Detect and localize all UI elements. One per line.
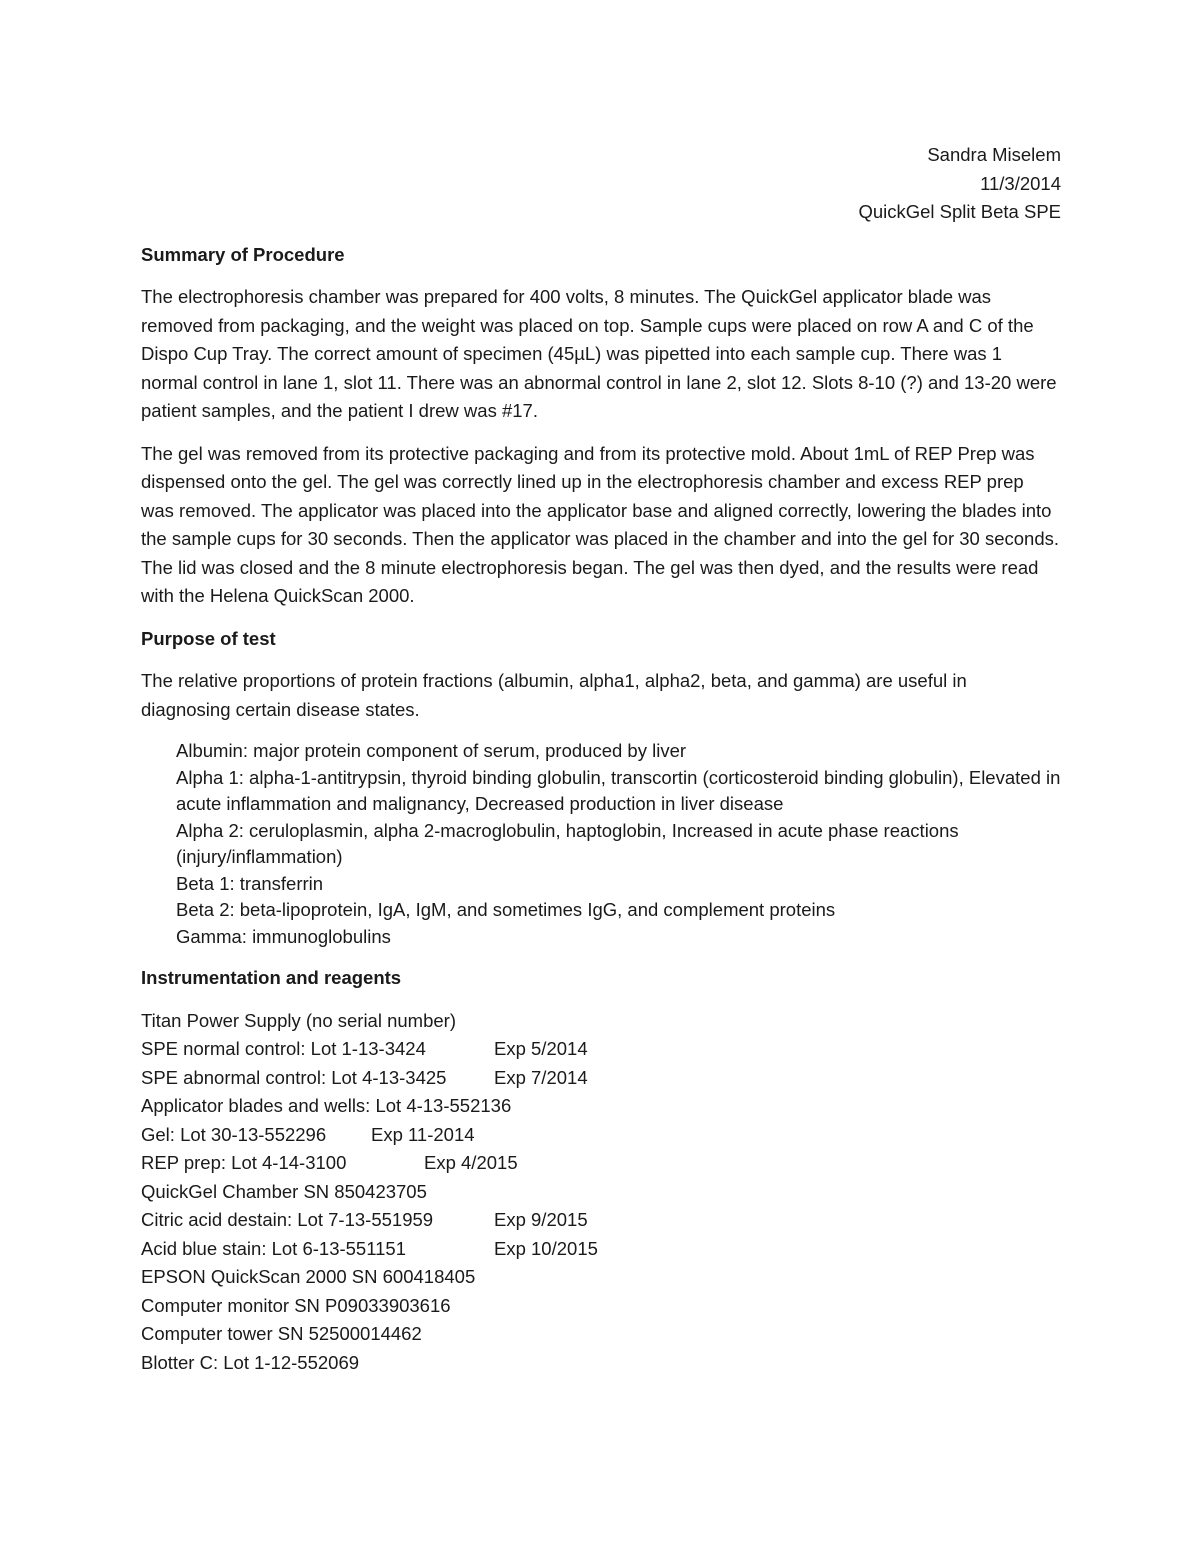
reagent-row: [141, 1263, 1061, 1292]
reagent-row: [141, 1121, 1061, 1150]
reagent-row: [141, 1007, 1061, 1036]
reagent-text: REP prep: Lot 4-14-3100: [141, 1152, 347, 1173]
document-header: [141, 141, 1061, 227]
reagent-text: QuickGel Chamber SN 850423705: [141, 1180, 427, 1202]
fraction-item-alpha1: Alpha 1: alpha-1-antitrypsin, thyroid binding globulin, transcortin (corticosteroid binding globulin), Elevated in acute inflammation and malignancy, Decreased production in liver disease: [176, 766, 1061, 814]
reagent-text: Titan Power Supply (no serial number): [141, 1009, 456, 1031]
reagent-row: [141, 1349, 1061, 1378]
reagent-expiry: Exp 10/2015: [494, 1237, 598, 1259]
reagent-row: [141, 1235, 1061, 1264]
reagent-row: [141, 1206, 1061, 1235]
reagent-text: Citric acid destain: Lot 7-13-551959: [141, 1209, 434, 1230]
reagent-text: SPE normal control: Lot 1-13-3424: [141, 1038, 426, 1059]
reagent-row: [141, 1178, 1061, 1207]
protein-fraction-list: [141, 738, 1061, 950]
reagent-text: SPE abnormal control: Lot 4-13-3425: [141, 1066, 447, 1088]
document-date: 11/3/2014: [980, 172, 1061, 194]
reagent-expiry: Exp 11-2014: [371, 1123, 475, 1145]
fraction-item-beta2: Beta 2: beta-lipoprotein, IgA, IgM, and sometimes IgG, and complement proteins: [176, 899, 836, 920]
instruments-heading: Instrumentation and reagents: [141, 967, 402, 988]
purpose-paragraph: The relative proportions of protein fractions (albumin, alpha1, alpha2, beta, and gamma) are useful in diagnosing certain disease states.: [141, 670, 967, 720]
fraction-item-beta1: Beta 1: transferrin: [176, 872, 324, 894]
reagent-text: Applicator blades and wells: Lot 4-13-552136: [141, 1095, 512, 1116]
page-content: [141, 141, 1061, 1377]
document-title: QuickGel Split Beta SPE: [858, 201, 1061, 222]
reagent-row: [141, 1035, 1061, 1064]
reagent-text: Computer monitor SN P09033903616: [141, 1294, 451, 1316]
reagent-text: Blotter C: Lot 1-12-552069: [141, 1351, 360, 1373]
fraction-item-alpha2: Alpha 2: ceruloplasmin, alpha 2-macroglobulin, haptoglobin, Increased in acute phase reactions (injury/inflammation): [176, 819, 959, 867]
fraction-item-gamma: Gamma: immunoglobulins: [176, 925, 391, 947]
summary-paragraph-2: The gel was removed from its protective packaging and from its protective mold. About 1mL of REP Prep was dispensed onto the gel. The gel was correctly lined up in the electrophoresis chamber and excess REP prep was removed. The applicator was placed into the applicator base and aligned correctly, lowering the blades into the sample cups for 30 seconds. Then the applicator was placed in the chamber and into the gel for 30 seconds. The lid was closed and the 8 minute electrophoresis began. The gel was then dyed, and the results were read with the Helena QuickScan 2000.: [141, 442, 1060, 606]
purpose-heading: Purpose of test: [141, 627, 276, 649]
reagent-text: EPSON QuickScan 2000 SN 600418405: [141, 1266, 476, 1287]
reagent-expiry: Exp 4/2015: [424, 1152, 518, 1173]
reagent-text: Acid blue stain: Lot 6-13-551151: [141, 1237, 407, 1259]
reagent-text: Computer tower SN 52500014462: [141, 1323, 422, 1344]
reagent-list: [141, 1007, 1061, 1378]
reagent-expiry: Exp 9/2015: [494, 1209, 588, 1230]
author-name: Sandra Miselem: [927, 144, 1061, 165]
reagent-text: Gel: Lot 30-13-552296: [141, 1123, 327, 1145]
summary-paragraph-1: The electrophoresis chamber was prepared for 400 volts, 8 minutes. The QuickGel applicator blade was removed from packaging, and the weight was placed on top. Sample cups were placed on row A and C of the Dispo Cup Tray. The correct amount of specimen (45µL) was pipetted into each sample cup. There was 1 normal control in lane 1, slot 11. There was an abnormal control in lane 2, slot 12. Slots 8-10 (?) and 13-20 were patient samples, and the patient I drew was #17.: [141, 286, 1057, 421]
reagent-row: [141, 1092, 1061, 1121]
summary-heading: Summary of Procedure: [141, 243, 345, 265]
reagent-row: [141, 1292, 1061, 1321]
reagent-row: [141, 1320, 1061, 1349]
fraction-item-albumin: Albumin: major protein component of serum, produced by liver: [176, 740, 687, 761]
reagent-expiry: Exp 5/2014: [494, 1038, 588, 1059]
reagent-row: [141, 1149, 1061, 1178]
reagent-expiry: Exp 7/2014: [494, 1066, 588, 1088]
reagent-row: [141, 1064, 1061, 1093]
